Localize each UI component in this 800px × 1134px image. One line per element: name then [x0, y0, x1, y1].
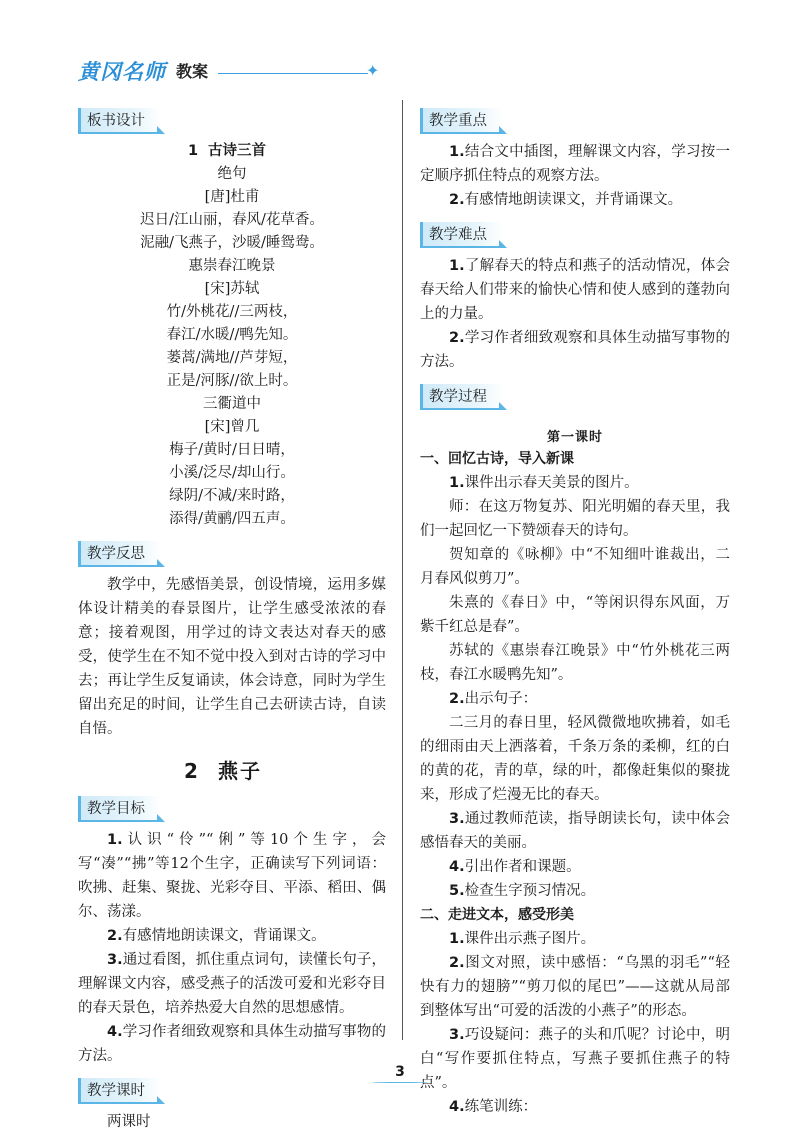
- poem-line: 泥融/飞燕子，沙暖/睡鸳鸯。: [140, 235, 324, 251]
- left-column: [78, 108, 386, 1134]
- process-step: 4.练笔训练：: [449, 1099, 538, 1115]
- poem-title: 绝句: [217, 166, 247, 182]
- poem-line: 小溪/泛尽/却山行。: [169, 465, 295, 481]
- board-design: [78, 140, 386, 531]
- poem-line: 迟日/江山丽，春风/花草香。: [140, 212, 324, 228]
- process-paragraph: 二三月的春日里，轻风微微地吹拂着，如毛的细雨由天上洒落着，千条万条的柔柳，红的白的黄的花，青的草，绿的叶，都像赶集似的聚拢来，形成了烂漫无比的春天。: [420, 715, 730, 803]
- process-paragraph: 朱熹的《春日》中，“等闲识得东风面，万紫千红总是春”。: [420, 595, 730, 635]
- part-heading: 一、回忆古诗，导入新课: [420, 451, 574, 467]
- poem-line: 绿阴/不减/来时路，: [169, 488, 295, 504]
- key-point-item: 2.有感情地朗读课文，并背诵课文。: [449, 192, 683, 208]
- poem-line: 春江/水暖//鸭先知。: [166, 327, 298, 343]
- process-step: 5.检查生字预习情况。: [449, 883, 596, 899]
- right-column: [420, 108, 730, 1119]
- star-icon: ✦: [366, 61, 380, 80]
- board-lesson-title: 1 古诗三首: [187, 143, 267, 159]
- key-point-item: 1.结合文中插图，理解课文内容，学习按一定顺序抓住特点的观察方法。: [420, 144, 730, 184]
- poem-line: 添得/黄鹂/四五声。: [169, 511, 295, 527]
- poem-line: 蒌蒿/满地//芦芽短，: [166, 350, 298, 366]
- process-step: 1.课件出示春天美景的图片。: [449, 475, 639, 491]
- section-label-goals: 教学目标: [78, 796, 161, 822]
- process-step: 2.出示句子：: [449, 691, 538, 707]
- section-label-key-points: 教学重点: [420, 108, 503, 134]
- process-step: 1.课件出示燕子图片。: [449, 931, 596, 947]
- page-number-ornament: [372, 1082, 428, 1083]
- first-lesson-heading: 第一课时: [546, 430, 603, 445]
- process-paragraph: 苏轼的《惠崇春江晚景》中“竹外桃花三两枝，春江水暖鸭先知”。: [420, 643, 730, 683]
- poem-title: 三衢道中: [203, 396, 261, 412]
- poem-author: [唐]杜甫: [204, 189, 260, 205]
- poem-author: [宋]苏轼: [204, 281, 260, 297]
- section-label-reflection: 教学反思: [78, 541, 161, 567]
- page-number: 3: [395, 1064, 405, 1080]
- column-divider: [402, 100, 403, 1040]
- page-header: [78, 56, 380, 86]
- poem-line: 梅子/黄时/日日晴，: [169, 442, 295, 458]
- poem-author: [宋]曾几: [204, 419, 260, 435]
- process-step: 3.巧设疑问：燕子的头和爪呢？讨论中，明白“写作要抓住特点，写燕子要抓住燕子的特点”。: [420, 1027, 730, 1091]
- brand-subtitle: 教案: [176, 62, 209, 81]
- process-step: 3.通过教师范读，指导朗读长句，读中体会感悟春天的美丽。: [420, 811, 730, 851]
- part-heading: 二、走进文本，感受形美: [420, 907, 574, 923]
- goal-item: 2.有感情地朗读课文，背诵课文。: [107, 928, 326, 944]
- poem-title: 惠崇春江晚景: [188, 258, 276, 274]
- lesson-heading: 2 燕子: [184, 759, 262, 783]
- poem-line: 竹/外桃花//三两枝，: [166, 304, 298, 320]
- process-step: 2.图文对照，读中感悟：“乌黑的羽毛”“轻快有力的翅膀”“剪刀似的尾巴”——这就从局部到整体写出“可爱的活泼的小燕子”的形态。: [420, 955, 730, 1019]
- process-step: 4.引出作者和课题。: [449, 859, 581, 875]
- reflection-text: 教学中，先感悟美景，创设情境，运用多媒体设计精美的春景图片，让学生感受浓浓的春意；接着观图，用学过的诗文表达对春天的感受，使学生在不知不觉中投入到对古诗的学习中去；再让学生反复诵读，体会诗意，同时为学生留出充足的时间，让学生自己去研读古诗，自读自悟。: [78, 577, 386, 737]
- difficulty-item: 1.了解春天的特点和燕子的活动情况，体会春天给人们带来的愉快心情和使人感到的蓬勃向上的力量。: [420, 258, 730, 322]
- process-paragraph: 贺知章的《咏柳》中“不知细叶谁裁出，二月春风似剪刀”。: [420, 547, 730, 587]
- goal-item: 3.通过看图，抓住重点词句，读懂长句子，理解课文内容，感受燕子的活泼可爱和光彩夺目的春天景色，培养热爱大自然的思想感情。: [78, 952, 386, 1016]
- process-paragraph: 师：在这万物复苏、阳光明媚的春天里，我们一起回忆一下赞颂春天的诗句。: [420, 499, 730, 539]
- poem-line: 正是/河豚//欲上时。: [166, 373, 298, 389]
- goal-item: 1.认识“伶”“俐”等10个生字，会写“凑”“拂”等12个生字，正确读写下列词语：吹拂、赶集、聚拢、光彩夺目、平添、稻田、偶尔、荡漾。: [78, 832, 386, 920]
- section-label-difficulties: 教学难点: [420, 222, 503, 248]
- section-label-board: 板书设计: [78, 108, 161, 134]
- section-label-process: 教学过程: [420, 384, 503, 410]
- header-rule: [218, 73, 368, 74]
- goal-item: 4.学习作者细致观察和具体生动描写事物的方法。: [78, 1024, 386, 1064]
- hours-text: 两课时: [107, 1114, 151, 1130]
- difficulty-item: 2.学习作者细致观察和具体生动描写事物的方法。: [420, 330, 730, 370]
- section-label-hours: 教学课时: [78, 1078, 161, 1104]
- brand-logo: 黄冈名师: [78, 60, 166, 84]
